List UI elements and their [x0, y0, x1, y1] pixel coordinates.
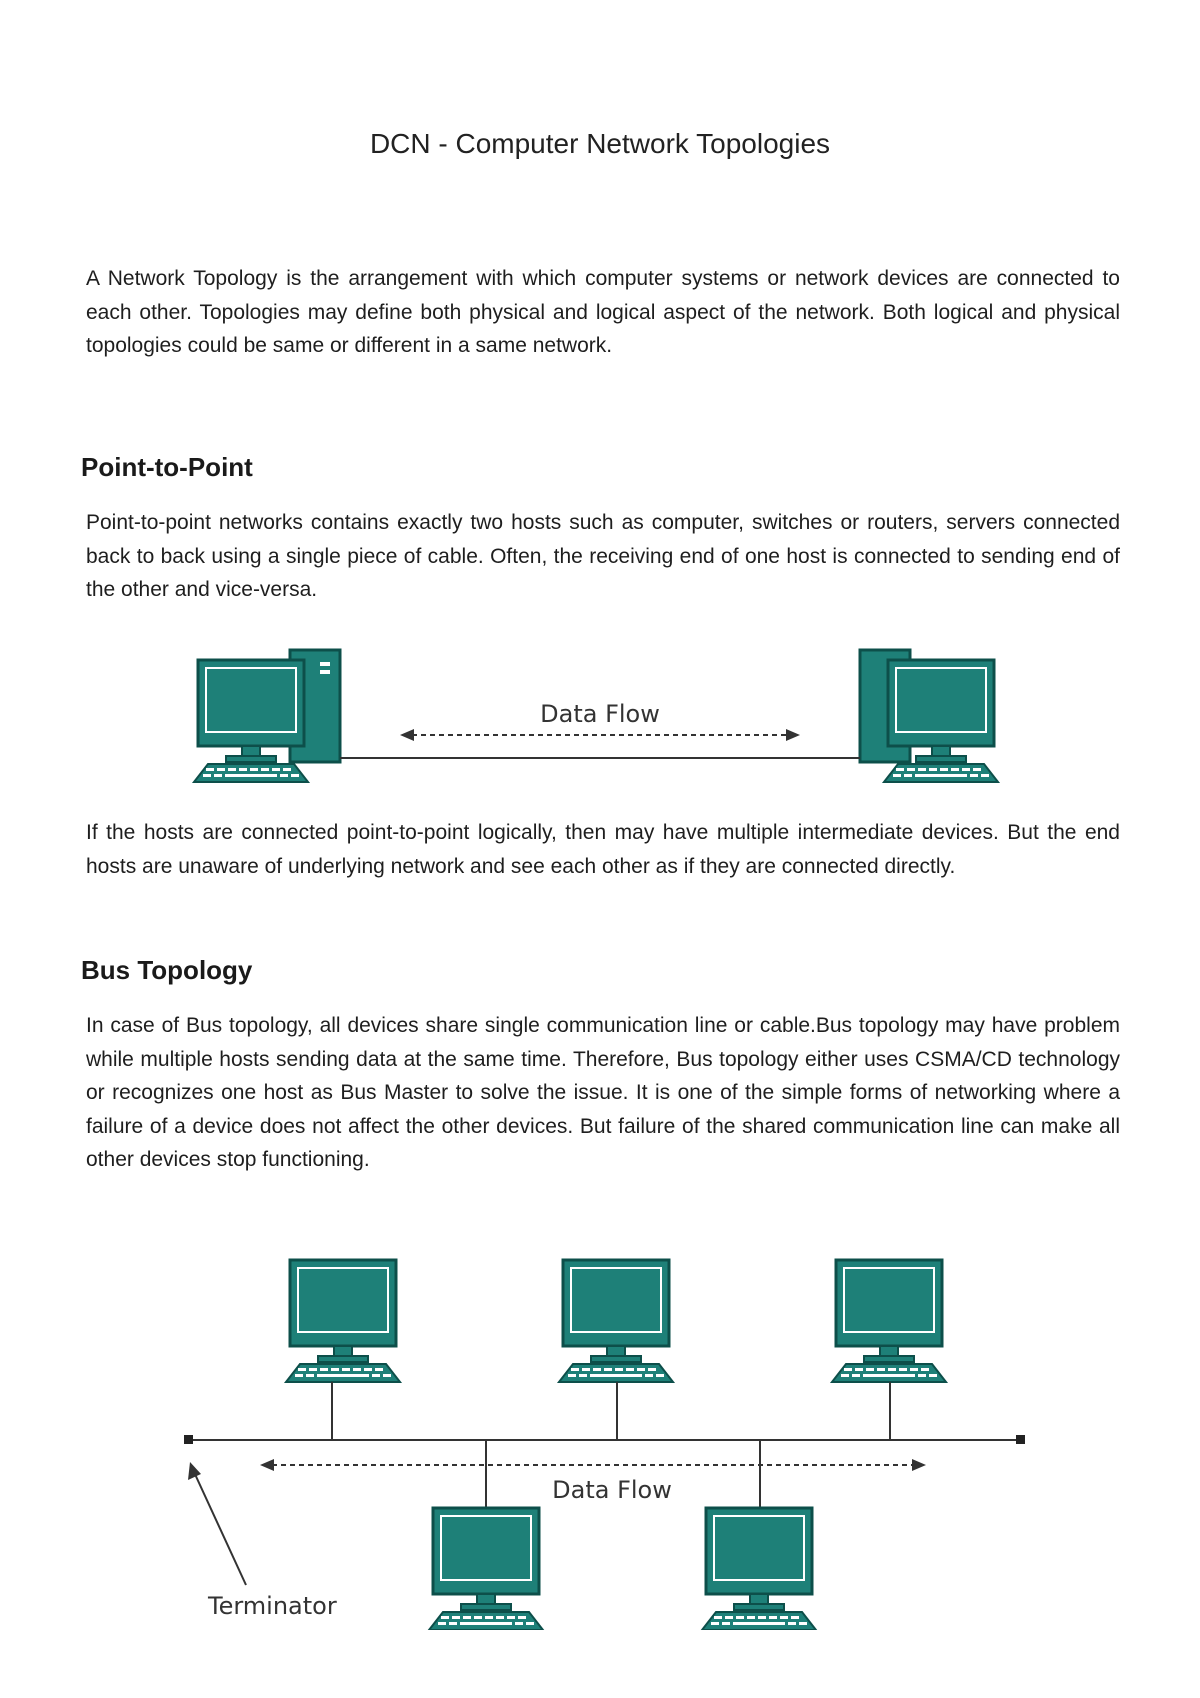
- computer-icon-top-2: [559, 1260, 673, 1382]
- terminator-pointer-head: [188, 1462, 201, 1480]
- bus-arrowhead-left: [260, 1459, 274, 1471]
- computer-icon-left: [194, 660, 308, 782]
- computer-icon-bottom-2: [702, 1508, 816, 1630]
- heading-point-to-point: Point-to-Point: [81, 452, 253, 482]
- terminator-left: [184, 1435, 193, 1444]
- arrowhead-right: [786, 729, 800, 741]
- bus-data-flow-label: Data Flow: [552, 1476, 672, 1504]
- terminator-right: [1016, 1435, 1025, 1444]
- heading-bus-topology: Bus Topology: [81, 955, 253, 985]
- data-flow-label: Data Flow: [540, 700, 660, 728]
- terminator-pointer: [194, 1472, 246, 1585]
- computer-icon-bottom-1: [429, 1508, 543, 1630]
- host-right: [860, 650, 998, 782]
- computer-icon-top-1: [286, 1260, 400, 1382]
- logical-p2p-paragraph: If the hosts are connected point-to-point logically, then may have multiple intermediate devices. But the end hosts are unaware of underlying network and see each other as if they are connected directly.: [86, 821, 1120, 878]
- intro-paragraph: A Network Topology is the arrangement with which computer systems or network devices are connected to each other. Topologies may define both physical and logical aspect of the network. Both logical and physical topologies could be same or different in a same network.: [86, 267, 1120, 358]
- terminator-label: Terminator: [208, 1592, 337, 1620]
- computer-icon-right: [884, 660, 998, 782]
- page-title: DCN - Computer Network Topologies: [369, 128, 831, 159]
- computer-icon-top-3: [832, 1260, 946, 1382]
- arrowhead-left: [400, 729, 414, 741]
- point-to-point-diagram: [0, 640, 1200, 790]
- bus-topology-diagram: [0, 1250, 1200, 1630]
- bus-topology-paragraph: In case of Bus topology, all devices share single communication line or cable.Bus topology may have problem while multiple hosts sending data at the same time. Therefore, Bus topology either uses CSMA/CD technology or recognizes one host as Bus Master to solve the issue. It is one of the simple forms of networking where a failure of a device does not affect the other devices. But failure of the shared communication line can make all other devices stop functioning.: [86, 1014, 1120, 1172]
- host-left: [194, 650, 340, 782]
- point-to-point-paragraph: Point-to-point networks contains exactly two hosts such as computer, switches or routers, servers connected back to back using a single piece of cable. Often, the receiving end of one host is connected to sending end of the other and vice-versa.: [86, 511, 1120, 602]
- bus-arrowhead-right: [912, 1459, 926, 1471]
